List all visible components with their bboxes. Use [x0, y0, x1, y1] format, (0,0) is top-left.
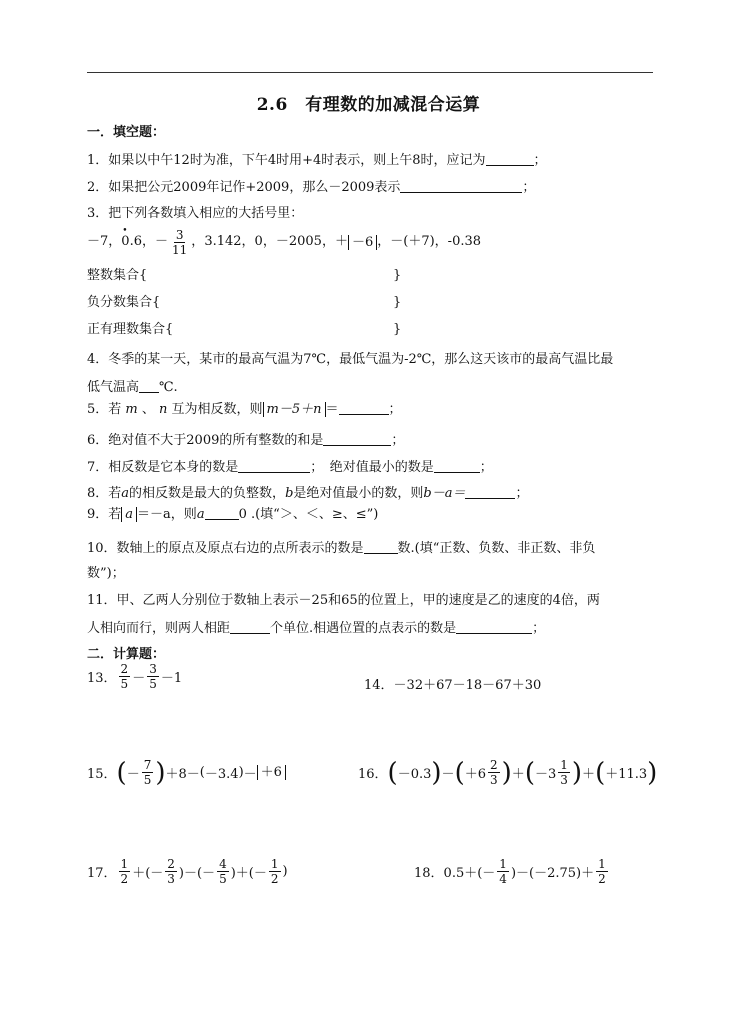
number-list: －7 ， 0.6 • ， － $\frac{3}{11}$ ， 3.142 ， 0 ， －2005 ，＋ －6 ，－(＋7)， -0.38 — [87, 224, 481, 260]
answer-blank[interactable] — [323, 431, 391, 446]
fraction: $\frac{3}{11}$ — [172, 227, 188, 257]
answer-blank[interactable] — [205, 505, 239, 520]
answer-blank[interactable] — [400, 178, 522, 193]
absolute-value: －6 — [348, 235, 377, 250]
problem-14: 14． －32＋67－18－67＋30 — [364, 678, 542, 693]
question-6: 6．绝对值不大于2009的所有整数的和是 ； — [87, 433, 405, 448]
set-negative-fraction: 负分数集合{ — [87, 295, 161, 310]
answer-blank[interactable] — [364, 539, 398, 554]
set-integer: 整数集合{ — [87, 268, 148, 283]
question-10-line1: 10．数轴上的原点及原点右边的点所表示的数是 数.(填“正数、负数、非正数、非负 — [87, 541, 596, 556]
answer-blank[interactable] — [139, 378, 159, 393]
problem-16: 16． ( －0.3 ) － ( ＋6 $\frac{2}{3}$ ) ＋ ( －3 $\frac{1}{3}$ ) ＋ ( ＋11.3 ) — [358, 757, 658, 788]
section-fill-in: 一．填空题： — [87, 125, 166, 140]
set-posrat-close: } — [393, 322, 402, 337]
page-title: 2.6 有理数的加减混合运算 — [256, 95, 481, 115]
question-11-line2: 人相向而行，则两人相距 个单位.相遇位置的点表示的数是 ； — [87, 621, 546, 636]
question-2: 2．如果把公元2009年记作+2009，那么－2009表示 ； — [87, 180, 536, 195]
question-7: 7．相反数是它本身的数是 ； 绝对值最小的数是 ； — [87, 460, 493, 475]
section-calculation: 二．计算题： — [87, 647, 166, 662]
question-4-line2: 低气温高 ℃. — [87, 380, 178, 395]
question-8: 8．若a的相反数是最大的负整数，b是绝对值最小的数，则b－a＝ ； — [87, 486, 529, 501]
question-9: 9．若 a ＝－a，则a 0 .(填“＞、＜、≥、≤”) — [87, 507, 379, 522]
question-10-line2: 数”)； — [87, 566, 125, 581]
set-negfrac-close: } — [393, 295, 402, 310]
question-1: 1．如果以中午12时为准，下午4时用+4时表示，则上午8时，应记为 ； — [87, 153, 547, 168]
answer-blank[interactable] — [465, 484, 515, 499]
repeating-decimal: 0.6 • — [121, 233, 142, 251]
set-integer-close: } — [393, 268, 402, 283]
header-rule — [87, 72, 653, 73]
set-positive-rational: 正有理数集合{ — [87, 322, 174, 337]
answer-blank[interactable] — [339, 400, 389, 415]
answer-blank[interactable] — [238, 458, 310, 473]
answer-blank[interactable] — [456, 619, 532, 634]
question-3: 3．把下列各数填入相应的大括号里： — [87, 206, 304, 221]
problem-17: 17． $\frac{1}{2}$ ＋(－ $\frac{2}{3}$ )－(－ $\frac{4}{5}$ )＋(－ $\frac{1}{2}$ ) — [87, 857, 288, 886]
problem-13: 13． $\frac{2}{5}$ － $\frac{3}{5}$ －1 — [87, 662, 183, 691]
answer-blank[interactable] — [486, 151, 534, 166]
question-4-line1: 4．冬季的某一天，某市的最高气温为7℃，最低气温为-2℃，那么这天该市的最高气温比最 — [87, 352, 614, 367]
problem-18: 18． 0.5＋(－ $\frac{1}{4}$ )－(－2.75)＋ $\frac{1}{2}$ — [414, 857, 606, 886]
problem-15: 15． ( － $\frac{7}{5}$ ) ＋8－ ( －3.4 ) － ＋6 — [87, 758, 286, 787]
question-11-line1: 11．甲、乙两人分别位于数轴上表示－25和65的位置上，甲的速度是乙的速度的4倍，两 — [87, 593, 600, 608]
question-5: 5．若 m 、 n 互为相反数，则 m－5＋n ＝ ； — [87, 402, 402, 417]
answer-blank[interactable] — [230, 619, 270, 634]
answer-blank[interactable] — [434, 458, 480, 473]
